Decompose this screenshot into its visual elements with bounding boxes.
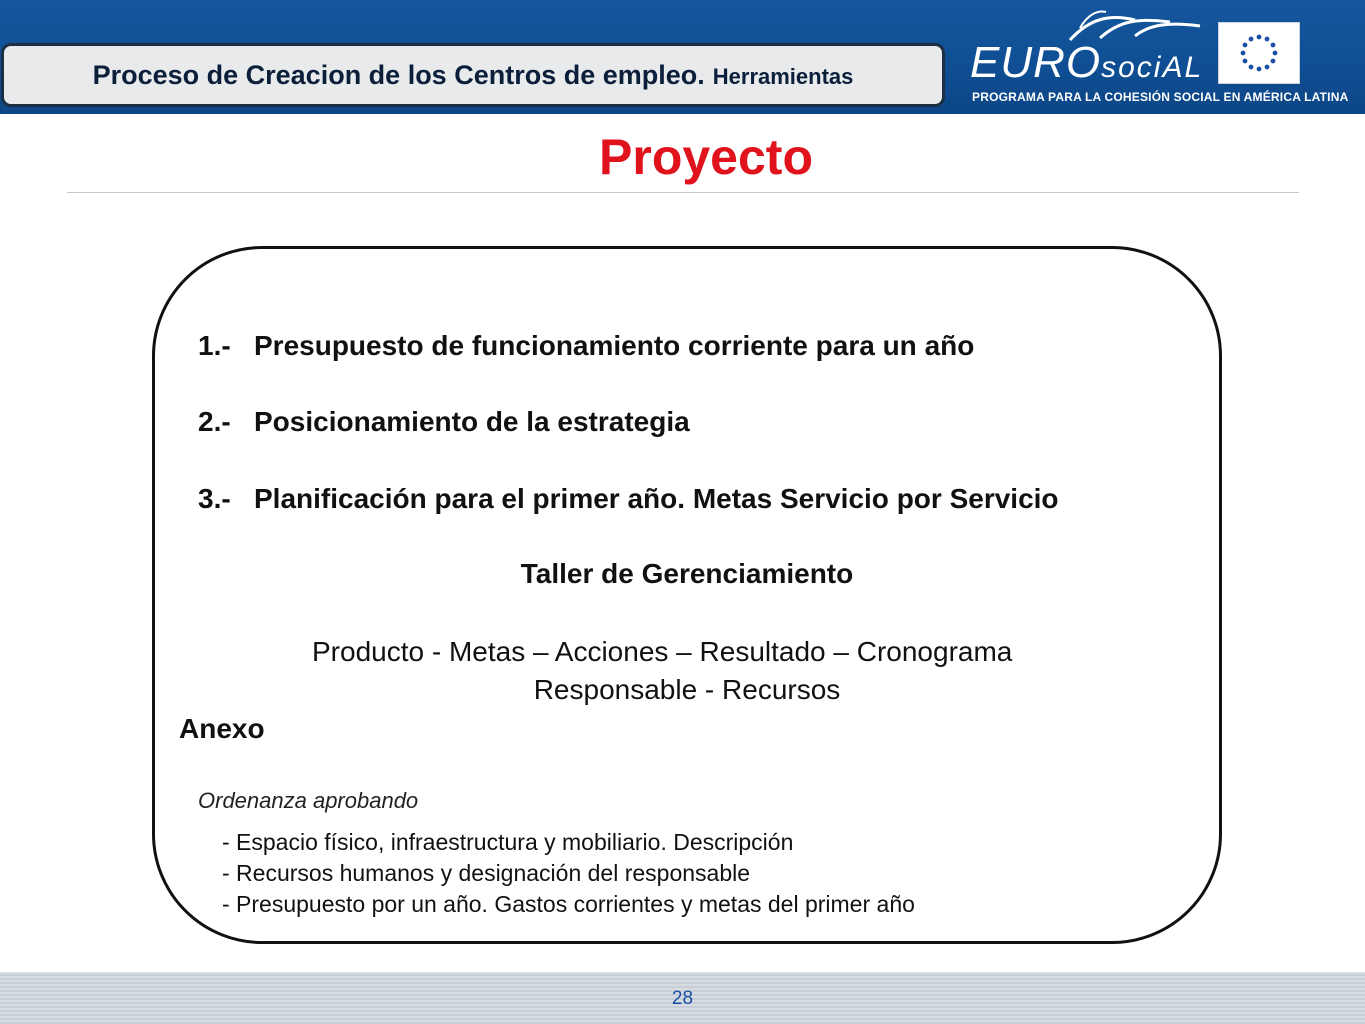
header-subtitle: Herramientas xyxy=(712,64,854,89)
page-number: 28 xyxy=(671,988,694,1009)
page-title: Proyecto xyxy=(599,129,813,185)
list-item: 2.- Posicionamiento de la estrategia xyxy=(198,406,690,437)
logo-tagline: PROGRAMA PARA LA COHESIÓN SOCIAL EN AMÉRICA LATINA xyxy=(972,90,1349,104)
products-line-2: Responsable - Recursos xyxy=(533,674,841,705)
logo-wordmark: EUROsociAL xyxy=(970,38,1204,87)
list-item: 1.- Presupuesto de funcionamiento corriente para un año xyxy=(198,330,975,361)
annex-heading: Anexo xyxy=(179,713,265,744)
list-item: - Presupuesto por un año. Gastos corrientes y metas del primer año xyxy=(222,891,915,917)
list-item: - Espacio físico, infraestructura y mobiliario. Descripción xyxy=(222,829,794,855)
products-line-1: Producto - Metas – Acciones – Resultado – Cronograma xyxy=(312,636,1013,667)
workshop-heading: Taller de Gerenciamiento xyxy=(520,558,854,589)
header-title: Proceso de Creacion de los Centros de empleo. xyxy=(92,59,705,90)
list-item: - Recursos humanos y designación del responsable xyxy=(222,860,751,886)
header-title-tab xyxy=(1,43,945,107)
eurosocial-logo xyxy=(960,14,1349,108)
title-divider xyxy=(67,192,1299,193)
eu-flag-icon xyxy=(1218,22,1300,84)
list-item: 3.- Planificación para el primer año. Metas Servicio por Servicio xyxy=(198,483,1059,514)
requirements-list xyxy=(222,827,915,920)
ordinance-label: Ordenanza aprobando xyxy=(198,788,419,813)
